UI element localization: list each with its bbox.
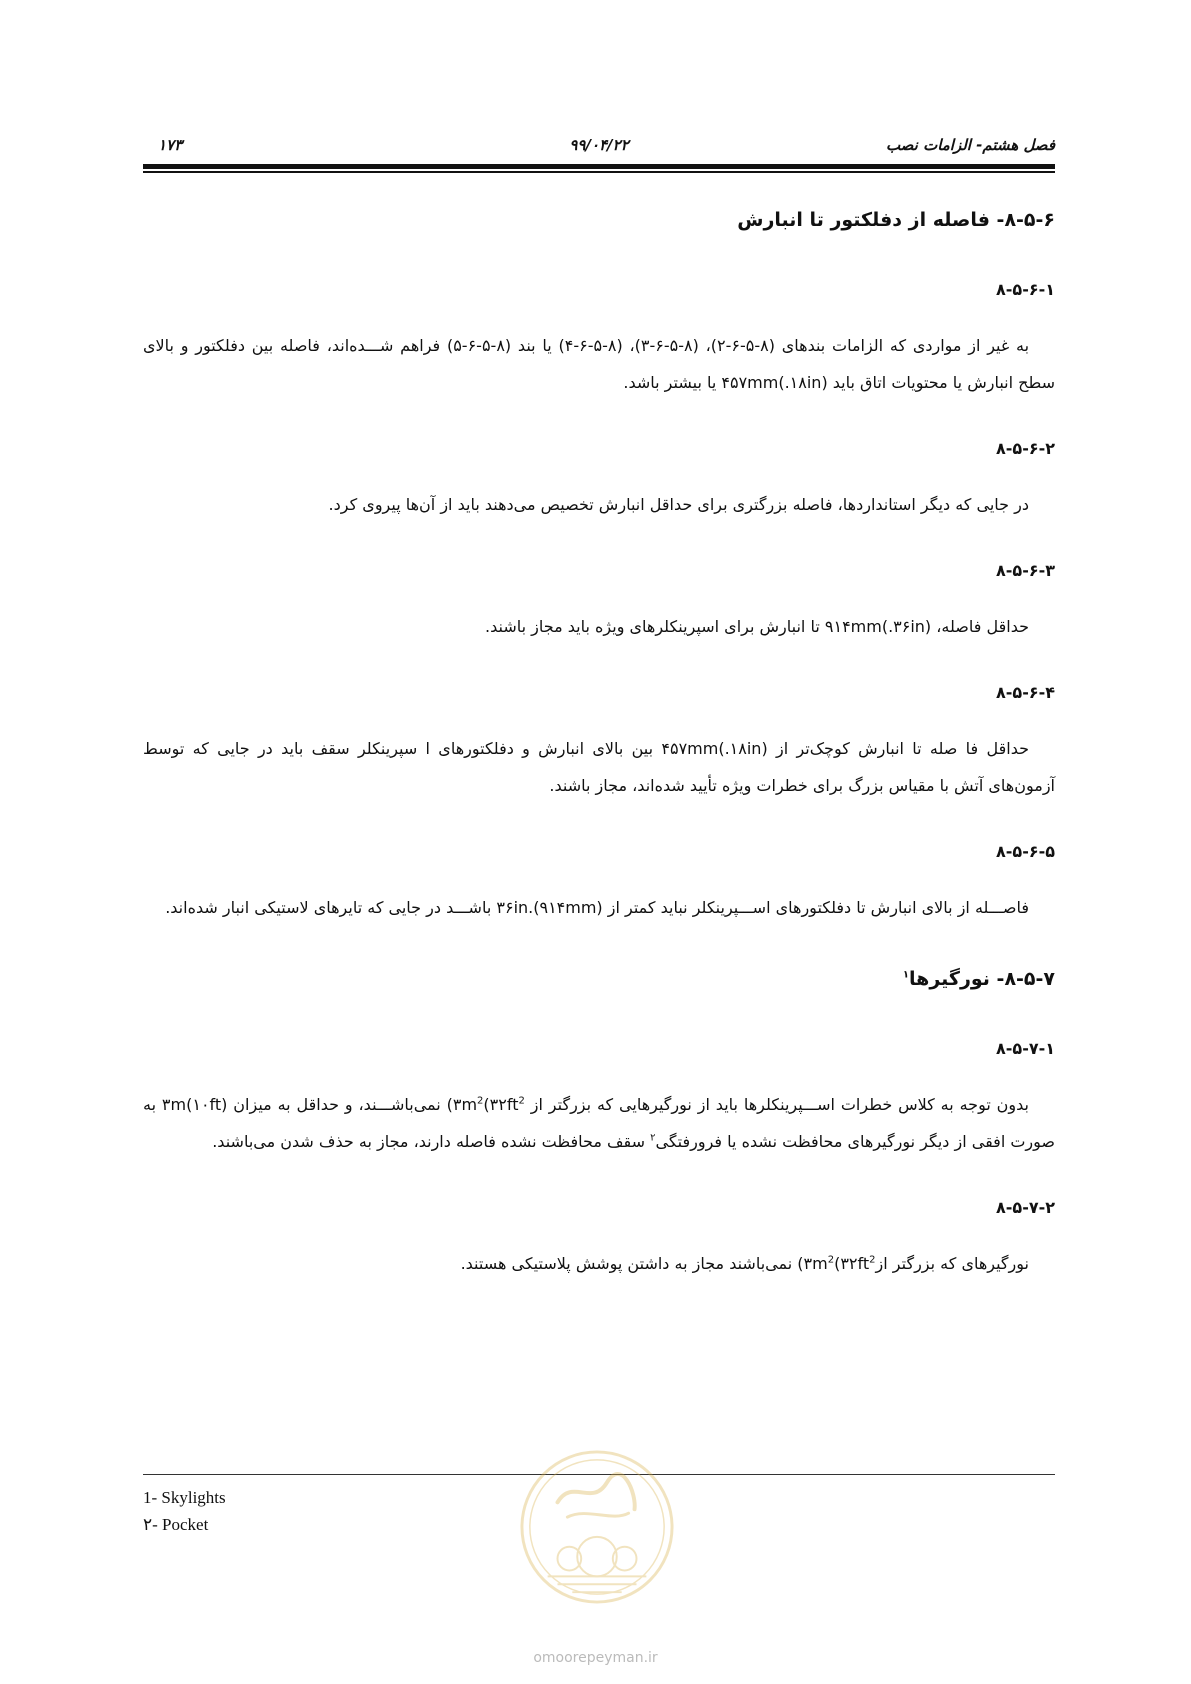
footnote-1: 1- Skylights (143, 1488, 226, 1507)
footnote-2: ۲- Pocket (143, 1515, 209, 1534)
area-unit-ft2: (۳۲ft (834, 1254, 870, 1273)
subsection-6-4-number: ۸-۵-۶-۴ (996, 683, 1055, 702)
header-rule-thin (143, 171, 1055, 173)
area-unit-m2-exp: 2 (827, 1254, 835, 1266)
section-7-title-text: ۸-۵-۷- نورگیرها (909, 968, 1055, 990)
subsection-6-2-number: ۸-۵-۶-۲ (996, 439, 1055, 458)
page-number: ۱۷۳ (158, 136, 183, 154)
subsection-7-1-text-b: ) نمی‌باشـــند، و حداقل به میزان ۳m(۱۰ft) به صورت افقی از دیگر نورگیرهای محافظت نشده یا فرورفتگی (143, 1095, 1055, 1151)
subsection-6-5-text: فاصـــله از بالای انبارش تا دفلکتورهای اســـپرینکلر نباید کمتر از ۳۶in.(۹۱۴mm) باشـــد در جایی که تایرهای لاستیکی انبار شده‌اند. (165, 898, 1029, 917)
area-unit-ft2-exp: 2 (869, 1254, 876, 1266)
subsection-6-5-number: ۸-۵-۶-۵ (996, 842, 1055, 861)
subsection-7-1-area (453, 1095, 525, 1114)
section-7-title (143, 959, 1055, 999)
subsection-6-1-number: ۸-۵-۶-۱ (996, 280, 1055, 299)
header-rule-thick (143, 164, 1055, 169)
chapter-title: فصل هشتم- الزامات نصب (885, 136, 1055, 154)
subsection-6-1-text: به غیر از مواردی که الزامات بندهای (۸-۵-۶-۲)، (۸-۵-۶-۳)، (۸-۵-۶-۴) یا بند (۸-۵-۶-۵) فراهم شـــده‌اند، فاصله بین دفلکتور و بالای سطح انبارش یا محتویات اتاق باید ۴۵۷mm(.۱۸in) یا بیشتر باشد. (143, 336, 1055, 392)
subsection-7-1-text (143, 1086, 1055, 1160)
area-unit-m2-exp: 2 (477, 1095, 484, 1107)
section-7-footnote-ref: ۱ (902, 969, 910, 981)
footnotes (143, 1484, 543, 1538)
area-unit-m2: ۳m (803, 1254, 828, 1273)
subsection-6-3-text: حداقل فاصله، ۹۱۴mm(.۳۶in) تا انبارش برای اسپرینکلرهای ویژه باید مجاز باشند. (485, 617, 1029, 636)
subsection-6-2-text: در جایی که دیگر استانداردها، فاصله بزرگتری برای حداقل انبارش تخصیص می‌دهند باید از آن‌ها پیروی کرد. (328, 495, 1029, 514)
area-unit-m2: ۳m (452, 1095, 478, 1114)
subsection-7-2-text (143, 1245, 1055, 1282)
subsection-7-2-number: ۸-۵-۷-۲ (996, 1198, 1055, 1217)
subsection-6-3-number: ۸-۵-۶-۳ (996, 561, 1055, 580)
header-date: ۹۹/۰۴/۲۲ (569, 136, 629, 154)
subsection-6-4-text: حداقل فا صله تا انبارش کوچک‌تر از ۴۵۷mm(.۱۸in) بین بالای انبارش و دفلکتورهای ا سپرینکلر سقف باید در جایی که توسط آزمون‌های آتش با مقیاس بزرگ برای خطرات ویژه تأیید شده‌اند، مجاز باشند. (143, 739, 1055, 795)
subsection-7-2-text-b: ) نمی‌باشند مجاز به داشتن پوشش پلاستیکی هستند. (460, 1254, 804, 1273)
subsection-7-1-footnote-ref: ۲ (650, 1132, 656, 1144)
subsection-7-1-number: ۸-۵-۷-۱ (996, 1039, 1055, 1058)
section-6-title: ۸-۵-۶- فاصله از دفلکتور تا انبارش (737, 209, 1055, 231)
watermark-site: omoorepeyman.ir (533, 1650, 658, 1666)
subsection-7-2-area (804, 1254, 876, 1273)
subsection-7-2-text-a: نورگیرهای که بزرگتر از (875, 1254, 1029, 1273)
publisher-seal-watermark (518, 1448, 676, 1606)
area-unit-ft2: (۳۲ft (483, 1095, 519, 1114)
subsection-7-1-text-a: بدون توجه به کلاس خطرات اســـپرینکلرها باید از نورگیرهایی که بزرگتر از (524, 1095, 1029, 1114)
page-body (143, 200, 1055, 1315)
area-unit-ft2-exp: 2 (518, 1095, 525, 1107)
page-header (143, 134, 1055, 160)
subsection-7-1-text-c: سقف محافظت نشده فاصله دارند، مجاز به حذف شدن می‌باشند. (212, 1132, 651, 1151)
